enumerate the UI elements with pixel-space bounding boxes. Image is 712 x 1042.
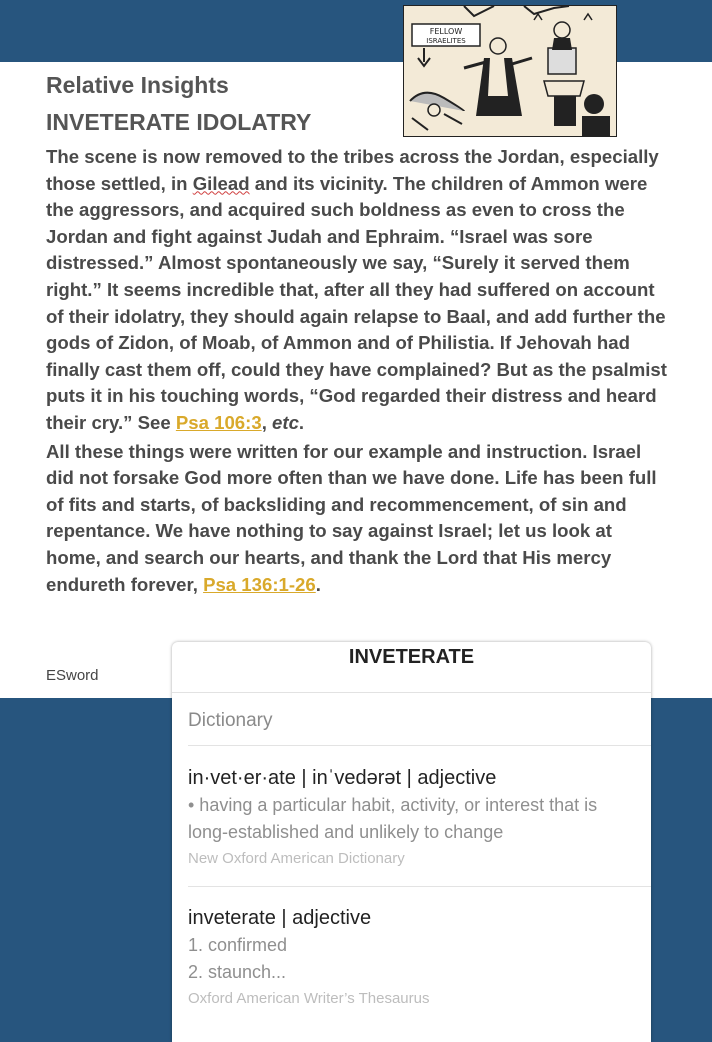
psa-136-link[interactable]: Psa 136:1-26 [203,573,316,595]
cartoon-drawing [404,6,616,136]
paragraph-1-text-c: , [261,411,273,433]
entry-1-pos: adjective [417,767,497,789]
entry-2-sense-2: 2. staunch... [188,962,287,982]
entry-1-source: New Oxford American Dictionary [188,850,405,867]
cartoon-sign-line1: FELLOW [429,27,463,36]
entry-1-pronunciation: inˈvedərət [312,767,402,789]
gilead-spellcheck-word: Gilead [192,172,250,194]
dictionary-entry-2[interactable] [188,904,638,1011]
entry-1-separator-2: | [401,767,418,789]
entry-2-pos: adjective [292,907,372,929]
paragraph-1-text-b: and its vicinity. The children of Ammon were the aggressors, and acquired such boldness as even to cross the Jordan and fight against Judah and Ephraim. “Israel was sore distressed.” Almost spontaneously we say, “Surely it served them right.” It seems incredible that, after all they had suffered on account of their idolatry, they should again relapse to Baal, and add further the gods of Zidon, of Moab, of Ammon and of Philistia. If Jehovah had finally cast them off, could they have complained? But as the psalmist puts it in his touching words, “God regarded their distress and heard their cry.” See [46,172,667,433]
entry-1-headline [188,764,638,792]
dictionary-section-title: Dictionary [188,710,273,731]
entry-2-separator: | [275,907,293,929]
paragraph-2-text-b: . [315,573,321,595]
etc-text: etc [272,411,299,433]
entry-2-source: Oxford American Writer’s Thesaurus [188,990,430,1007]
entry-2-headline [188,904,638,932]
entry-divider [188,886,651,887]
entry-2-headword: inveterate [188,907,276,929]
psa-106-3-link[interactable]: Psa 106:3 [175,411,262,433]
paragraph-1-text-a: The scene is now removed to the tribes across the Jordan, especially those settled, in [46,146,659,194]
article-subheading: INVETERATE IDOLATRY [46,109,312,135]
paragraph-2 [46,439,668,599]
dictionary-popup [172,642,651,1042]
entry-2-sense-1: 1. confirmed [188,935,288,955]
entry-1-headword: in·vet·er·ate [188,767,296,789]
paragraph-2-text-a: All these things were written for our example and instruction. Israel did not forsake God more often than we have done. Life has been full of fits and starts, of backsliding and recommencement, of sin and repentance. We have nothing to say against Israel; let us look at home, and search our hearts, and thank the Lord that His mercy endureth forever, [46,440,657,595]
source-credit: ESword [46,667,99,684]
entry-1-definition: • having a particular habit, activity, or interest that is long-established and unlikely to change [188,795,598,842]
article-body [46,144,668,600]
dictionary-entry-1[interactable] [188,764,638,871]
section-divider [188,745,651,746]
dictionary-header: INVETERATE [172,642,651,693]
cartoon-illustration [403,5,617,137]
entry-1-separator-1: | [295,767,313,789]
article-heading: Relative Insights [46,72,229,98]
paragraph-1-text-d: . [298,411,305,433]
cartoon-sign-line2: ISRAELITES [426,37,466,45]
paragraph-1 [46,144,668,437]
